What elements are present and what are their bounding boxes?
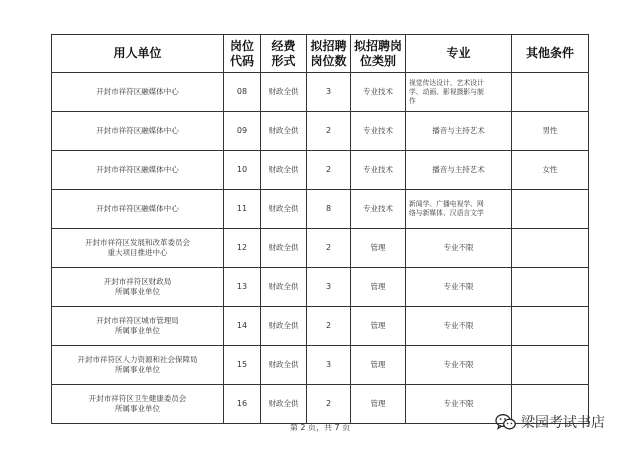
cell-major bbox=[406, 112, 512, 151]
cell-major-line: 新闻学、广播电视学、网 bbox=[409, 200, 484, 208]
cell-count: 2 bbox=[307, 229, 351, 268]
page-number: 第 2 页，共 7 页 bbox=[289, 423, 351, 432]
cell-major-line: 专业不限 bbox=[443, 243, 474, 252]
cell-funding: 财政全供 bbox=[261, 112, 307, 151]
cell-other bbox=[512, 307, 589, 346]
cell-unit bbox=[52, 229, 224, 268]
cell-code: 08 bbox=[224, 73, 261, 112]
cell-category: 管理 bbox=[351, 346, 406, 385]
header-code bbox=[224, 35, 261, 73]
table-row bbox=[52, 346, 589, 385]
cell-count: 2 bbox=[307, 385, 351, 424]
cell-count: 2 bbox=[307, 151, 351, 190]
cell-category: 管理 bbox=[351, 385, 406, 424]
cell-unit-line: 所属事业单位 bbox=[115, 404, 160, 413]
cell-count: 3 bbox=[307, 268, 351, 307]
cell-code: 10 bbox=[224, 151, 261, 190]
cell-other bbox=[512, 346, 589, 385]
cell-unit-line: 开封市祥符区融媒体中心 bbox=[96, 165, 179, 174]
header-line: 位类别 bbox=[359, 53, 396, 68]
cell-major bbox=[406, 73, 512, 112]
header-other bbox=[512, 35, 589, 73]
table-row bbox=[52, 268, 589, 307]
cell-category: 管理 bbox=[351, 307, 406, 346]
header-line: 拟招聘 bbox=[310, 38, 347, 53]
cell-unit bbox=[52, 307, 224, 346]
cell-major bbox=[406, 268, 512, 307]
cell-major bbox=[406, 151, 512, 190]
cell-count: 2 bbox=[307, 112, 351, 151]
table-row bbox=[52, 151, 589, 190]
cell-unit-line: 开封市祥符区融媒体中心 bbox=[96, 87, 179, 96]
cell-unit bbox=[52, 190, 224, 229]
cell-other: 女性 bbox=[512, 151, 589, 190]
table-header-row bbox=[52, 35, 589, 73]
cell-category: 专业技术 bbox=[351, 112, 406, 151]
cell-major-line: 专业不限 bbox=[443, 399, 474, 408]
cell-major-line: 专业不限 bbox=[443, 282, 474, 291]
cell-unit-line: 所属事业单位 bbox=[115, 326, 160, 335]
cell-unit-line: 所属事业单位 bbox=[115, 365, 160, 374]
cell-code: 12 bbox=[224, 229, 261, 268]
cell-major-line: 播音与主持艺术 bbox=[432, 165, 485, 174]
cell-major-line: 专业不限 bbox=[443, 360, 474, 369]
cell-code: 09 bbox=[224, 112, 261, 151]
cell-other bbox=[512, 268, 589, 307]
cell-funding: 财政全供 bbox=[261, 229, 307, 268]
table-row bbox=[52, 190, 589, 229]
table-row bbox=[52, 307, 589, 346]
cell-unit-line: 重大项目推进中心 bbox=[107, 248, 168, 257]
cell-funding: 财政全供 bbox=[261, 73, 307, 112]
header-category bbox=[351, 35, 406, 73]
header-count bbox=[307, 35, 351, 73]
cell-unit-line: 开封市祥符区人力资源和社会保障局 bbox=[77, 355, 198, 364]
header-line: 拟招聘岗 bbox=[353, 38, 402, 53]
cell-category: 管理 bbox=[351, 229, 406, 268]
cell-unit-line: 开封市祥符区城市管理局 bbox=[96, 316, 179, 325]
watermark-text: 梁园考试书店 bbox=[521, 415, 605, 431]
cell-category: 专业技术 bbox=[351, 73, 406, 112]
cell-count: 8 bbox=[307, 190, 351, 229]
cell-funding: 财政全供 bbox=[261, 385, 307, 424]
cell-unit bbox=[52, 385, 224, 424]
wechat-icon bbox=[495, 413, 517, 431]
cell-unit-line: 开封市祥符区发展和改革委员会 bbox=[85, 238, 190, 247]
cell-funding: 财政全供 bbox=[261, 190, 307, 229]
cell-funding: 财政全供 bbox=[261, 346, 307, 385]
cell-code: 11 bbox=[224, 190, 261, 229]
table-row bbox=[52, 229, 589, 268]
header-line: 岗位数 bbox=[310, 53, 347, 68]
header-line: 岗位 bbox=[229, 38, 254, 53]
cell-major bbox=[406, 346, 512, 385]
table-row bbox=[52, 112, 589, 151]
cell-unit-line: 开封市祥符区财政局 bbox=[103, 277, 172, 286]
cell-unit bbox=[52, 346, 224, 385]
header-line: 其他条件 bbox=[525, 46, 574, 60]
cell-code: 15 bbox=[224, 346, 261, 385]
cell-category: 专业技术 bbox=[351, 190, 406, 229]
header-funding bbox=[261, 35, 307, 73]
header-unit bbox=[52, 35, 224, 73]
cell-major-line: 络与新媒体、汉语言文学 bbox=[409, 209, 484, 217]
cell-unit-line: 开封市祥符区融媒体中心 bbox=[96, 204, 179, 213]
cell-other bbox=[512, 73, 589, 112]
cell-category: 专业技术 bbox=[351, 151, 406, 190]
recruitment-table bbox=[51, 34, 589, 424]
cell-unit bbox=[52, 112, 224, 151]
header-line: 形式 bbox=[271, 53, 296, 68]
cell-unit-line: 开封市祥符区融媒体中心 bbox=[96, 126, 179, 135]
table-row bbox=[52, 73, 589, 112]
cell-funding: 财政全供 bbox=[261, 268, 307, 307]
cell-major bbox=[406, 229, 512, 268]
cell-other bbox=[512, 229, 589, 268]
cell-unit bbox=[52, 268, 224, 307]
cell-major-line: 学、动画、影视摄影与制 bbox=[409, 87, 484, 96]
cell-count: 3 bbox=[307, 73, 351, 112]
cell-count: 3 bbox=[307, 346, 351, 385]
header-line: 代码 bbox=[229, 53, 254, 68]
cell-major bbox=[406, 190, 512, 229]
header-line: 专业 bbox=[446, 46, 471, 60]
cell-major-line: 视觉传达设计、艺术设计 bbox=[409, 78, 484, 87]
cell-code: 14 bbox=[224, 307, 261, 346]
cell-unit-line: 开封市祥符区卫生健康委员会 bbox=[88, 394, 187, 403]
cell-count: 2 bbox=[307, 307, 351, 346]
header-major bbox=[406, 35, 512, 73]
cell-code: 16 bbox=[224, 385, 261, 424]
cell-major-line: 播音与主持艺术 bbox=[432, 126, 485, 135]
cell-major-line: 专业不限 bbox=[443, 321, 474, 330]
cell-category: 管理 bbox=[351, 268, 406, 307]
cell-unit-line: 所属事业单位 bbox=[115, 287, 160, 296]
cell-unit bbox=[52, 151, 224, 190]
cell-major-line: 作 bbox=[409, 96, 416, 105]
cell-funding: 财政全供 bbox=[261, 151, 307, 190]
cell-major bbox=[406, 307, 512, 346]
cell-other bbox=[512, 190, 589, 229]
cell-other: 男性 bbox=[512, 112, 589, 151]
cell-code: 13 bbox=[224, 268, 261, 307]
cell-unit bbox=[52, 73, 224, 112]
cell-funding: 财政全供 bbox=[261, 307, 307, 346]
header-line: 用人单位 bbox=[113, 46, 162, 60]
watermark bbox=[495, 412, 605, 432]
header-line: 经费 bbox=[271, 38, 296, 53]
